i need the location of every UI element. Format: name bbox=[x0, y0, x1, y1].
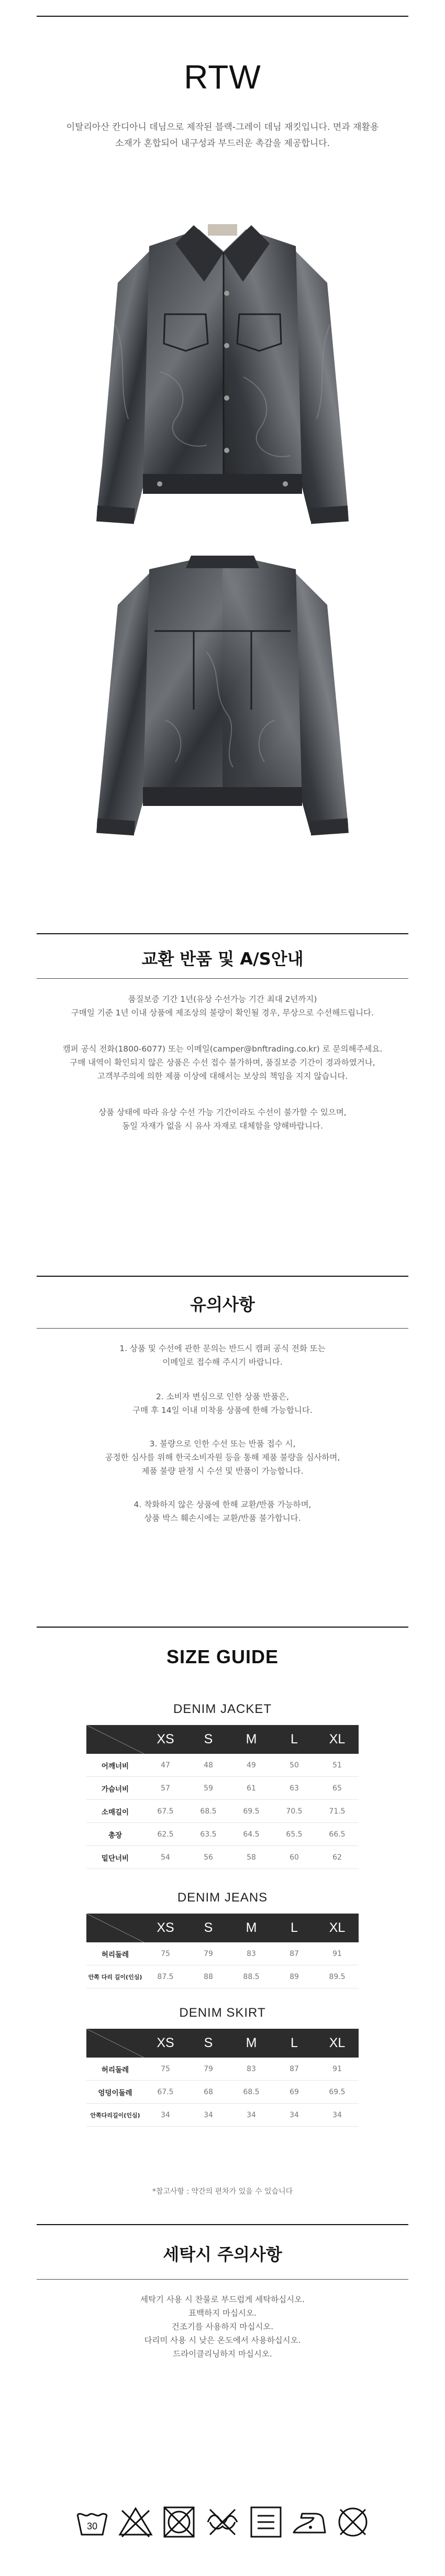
size-table-skirt bbox=[86, 2029, 359, 2127]
text-line: 공정한 심사를 위해 한국소비자원 등을 통해 제품 불량을 심사하며, bbox=[105, 1453, 340, 1462]
size-header: L bbox=[273, 2029, 316, 2058]
table-cell: 34 bbox=[144, 2104, 187, 2127]
size-header: XS bbox=[144, 1725, 187, 1754]
text-line: 상품 박스 훼손시에는 교환/반품 불가합니다. bbox=[144, 1513, 301, 1523]
contact-info bbox=[0, 1042, 445, 1083]
table-cell: 87 bbox=[273, 1942, 316, 1965]
table-cell: 67.5 bbox=[144, 2081, 187, 2104]
diagonal-line bbox=[86, 1914, 144, 1942]
iron-low-icon bbox=[291, 2503, 328, 2541]
caution-item-2 bbox=[0, 1390, 445, 1417]
table-cell: 60 bbox=[273, 1846, 316, 1869]
table-cell: 63 bbox=[273, 1777, 316, 1800]
text-line: 구매일 기준 1년 이내 상품에 제조상의 불량이 확인될 경우, 무상으로 수선해드립니다. bbox=[71, 1008, 374, 1018]
table-cell: 54 bbox=[144, 1846, 187, 1869]
table-cell: 83 bbox=[230, 1942, 273, 1965]
size-header: L bbox=[273, 1914, 316, 1942]
text-line: 드라이클리닝하지 마십시오. bbox=[173, 2349, 272, 2359]
size-header: M bbox=[230, 1914, 273, 1942]
washing-title: 세탁시 주의사항 bbox=[163, 2245, 282, 2264]
size-header: XL bbox=[316, 1725, 359, 1754]
row-label: 소매길이 bbox=[86, 1800, 144, 1823]
jacket-front-image bbox=[86, 220, 359, 534]
table-cell: 34 bbox=[187, 2104, 230, 2127]
table-cell: 79 bbox=[187, 1942, 230, 1965]
text-line: 건조기를 사용하지 마십시오. bbox=[171, 2322, 274, 2331]
table-cell: 57 bbox=[144, 1777, 187, 1800]
table-cell: 65 bbox=[316, 1777, 359, 1800]
text-line: 4. 착화하지 않은 상품에 한해 교환/반품 가능하며, bbox=[134, 1500, 312, 1509]
table-row bbox=[86, 1846, 359, 1869]
table-row bbox=[86, 2104, 359, 2127]
table-cell: 71.5 bbox=[316, 1800, 359, 1823]
table-row bbox=[86, 2081, 359, 2104]
table-cell: 62.5 bbox=[144, 1823, 187, 1846]
exchange-title: 교환 반품 및 A/S안내 bbox=[141, 949, 304, 969]
table-cell: 89 bbox=[273, 1965, 316, 1988]
size-header: S bbox=[187, 2029, 230, 2058]
table-cell: 88 bbox=[187, 1965, 230, 1988]
table-cell: 49 bbox=[230, 1754, 273, 1777]
table-row bbox=[86, 1777, 359, 1800]
size-table-jacket bbox=[86, 1725, 359, 1869]
text-line: 품질보증 기간 1년(유상 수선가능 기간 최대 2년까지) bbox=[128, 994, 317, 1004]
table-header-row bbox=[86, 1914, 359, 1942]
table-cell: 69.5 bbox=[230, 1800, 273, 1823]
row-label: 가슴너비 bbox=[86, 1777, 144, 1800]
table-header-row bbox=[86, 1725, 359, 1754]
table-cell: 61 bbox=[230, 1777, 273, 1800]
section-divider bbox=[37, 1627, 408, 1628]
caution-item-4 bbox=[0, 1498, 445, 1525]
table-cell: 50 bbox=[273, 1754, 316, 1777]
description-line: 소재가 혼합되어 내구성과 부드러운 촉감을 제공합니다. bbox=[115, 138, 330, 149]
table-title-jeans: DENIM JEANS bbox=[177, 1890, 268, 1905]
table-cell: 89.5 bbox=[316, 1965, 359, 1988]
table-cell: 68 bbox=[187, 2081, 230, 2104]
table-cell: 64.5 bbox=[230, 1823, 273, 1846]
table-cell: 56 bbox=[187, 1846, 230, 1869]
table-cell: 68.5 bbox=[230, 2081, 273, 2104]
table-cell: 58 bbox=[230, 1846, 273, 1869]
size-note: *참고사항 : 약간의 편차가 있을 수 있습니다 bbox=[152, 2187, 293, 2196]
table-cell: 34 bbox=[230, 2104, 273, 2127]
no-tumble-dry-icon bbox=[160, 2503, 198, 2541]
row-label: 안쪽다리길이(인심) bbox=[86, 2104, 144, 2127]
text-line: 다리미 사용 시 낮은 온도에서 사용하십시오. bbox=[144, 2336, 301, 2345]
wash-temperature: 30 bbox=[86, 2521, 98, 2531]
row-label: 밑단너비 bbox=[86, 1846, 144, 1869]
no-wring-icon bbox=[204, 2503, 241, 2541]
size-guide-title: SIZE GUIDE bbox=[166, 1646, 279, 1667]
table-row bbox=[86, 1823, 359, 1846]
wash-30-icon bbox=[73, 2503, 111, 2541]
text-line: 캠퍼 공식 전화(1800-6077) 또는 이메일(camper@bnftrading.co.kr) 로 문의해주세요. bbox=[62, 1044, 383, 1054]
text-line: 동일 자재가 없을 시 유사 자재로 대체함을 양해바랍니다. bbox=[122, 1121, 323, 1131]
table-cell: 70.5 bbox=[273, 1800, 316, 1823]
table-cell: 62 bbox=[316, 1846, 359, 1869]
warranty-info bbox=[0, 992, 445, 1020]
text-line: 이메일로 접수해 주시기 바랍니다. bbox=[162, 1357, 283, 1367]
table-cell: 91 bbox=[316, 2058, 359, 2081]
section-divider bbox=[37, 2279, 408, 2280]
text-line: 구매 후 14일 이내 미착용 상품에 한해 가능합니다. bbox=[132, 1406, 313, 1415]
top-divider bbox=[37, 16, 408, 17]
table-cell: 75 bbox=[144, 2058, 187, 2081]
size-header: XS bbox=[144, 2029, 187, 2058]
table-cell: 88.5 bbox=[230, 1965, 273, 1988]
table-cell: 69 bbox=[273, 2081, 316, 2104]
table-cell: 63.5 bbox=[187, 1823, 230, 1846]
table-cell: 51 bbox=[316, 1754, 359, 1777]
size-header: S bbox=[187, 1914, 230, 1942]
table-cell: 34 bbox=[273, 2104, 316, 2127]
text-line: 고객부주의에 의한 제품 이상에 대해서는 보상의 책임을 지지 않습니다. bbox=[97, 1071, 348, 1081]
table-row bbox=[86, 1965, 359, 1988]
table-header-row bbox=[86, 2029, 359, 2058]
product-description bbox=[0, 119, 445, 152]
text-line: 표백하지 마십시오. bbox=[188, 2308, 257, 2318]
dry-flat-icon bbox=[247, 2503, 285, 2541]
diagonal-line bbox=[86, 1725, 144, 1754]
section-divider bbox=[37, 1276, 408, 1277]
size-table-jeans bbox=[86, 1914, 359, 1988]
size-header: M bbox=[230, 2029, 273, 2058]
row-label: 총장 bbox=[86, 1823, 144, 1846]
caution-item-1 bbox=[0, 1342, 445, 1369]
table-cell: 59 bbox=[187, 1777, 230, 1800]
text-line: 구매 내역이 확인되지 않은 상품은 수선 접수 불가하며, 품질보증 기간이 경과하였거나, bbox=[70, 1058, 375, 1067]
section-divider bbox=[37, 1328, 408, 1329]
row-label: 허리둘레 bbox=[86, 2058, 144, 2081]
size-header: XS bbox=[144, 1914, 187, 1942]
text-line: 2. 소비자 변심으로 인한 상품 반품은, bbox=[156, 1392, 289, 1401]
repair-info bbox=[0, 1105, 445, 1133]
section-divider bbox=[37, 2224, 408, 2225]
table-row bbox=[86, 2058, 359, 2081]
table-cell: 69.5 bbox=[316, 2081, 359, 2104]
size-header: XL bbox=[316, 1914, 359, 1942]
table-cell: 34 bbox=[316, 2104, 359, 2127]
no-dry-clean-icon bbox=[334, 2503, 372, 2541]
care-icons bbox=[73, 2503, 372, 2541]
diagonal-line bbox=[86, 2029, 144, 2058]
row-label: 허리둘레 bbox=[86, 1942, 144, 1965]
row-label: 안쪽 다리 길이(인심) bbox=[86, 1965, 144, 1988]
table-cell: 68.5 bbox=[187, 1800, 230, 1823]
size-header: L bbox=[273, 1725, 316, 1754]
table-cell: 87 bbox=[273, 2058, 316, 2081]
table-cell: 65.5 bbox=[273, 1823, 316, 1846]
table-cell: 66.5 bbox=[316, 1823, 359, 1846]
row-label: 엉덩이둘레 bbox=[86, 2081, 144, 2104]
text-line: 1. 상품 및 수선에 관한 문의는 반드시 캠퍼 공식 전화 또는 bbox=[119, 1344, 326, 1353]
table-title-jacket: DENIM JACKET bbox=[173, 1702, 272, 1716]
table-row bbox=[86, 1754, 359, 1777]
jacket-back-image bbox=[86, 552, 359, 846]
washing-instructions bbox=[0, 2293, 445, 2361]
table-row bbox=[86, 1942, 359, 1965]
table-corner bbox=[86, 1914, 144, 1942]
text-line: 상품 상태에 따라 유상 수선 가능 기간이라도 수선이 불가할 수 있으며, bbox=[98, 1108, 347, 1117]
row-label: 어깨너비 bbox=[86, 1754, 144, 1777]
table-cell: 48 bbox=[187, 1754, 230, 1777]
table-cell: 67.5 bbox=[144, 1800, 187, 1823]
caution-title: 유의사항 bbox=[190, 1295, 255, 1314]
description-line: 이탈리아산 칸디아니 데님으로 제작된 블랙-그레이 데님 재킷입니다. 면과 재활용 bbox=[66, 122, 379, 132]
table-title-skirt: DENIM SKIRT bbox=[179, 2006, 266, 2020]
page-title: RTW bbox=[184, 58, 261, 96]
table-cell: 75 bbox=[144, 1942, 187, 1965]
size-header: XL bbox=[316, 2029, 359, 2058]
section-divider bbox=[37, 978, 408, 979]
table-cell: 47 bbox=[144, 1754, 187, 1777]
table-cell: 91 bbox=[316, 1942, 359, 1965]
table-cell: 87.5 bbox=[144, 1965, 187, 1988]
section-divider bbox=[37, 933, 408, 934]
text-line: 제품 불량 판정 시 수선 및 반품이 가능합니다. bbox=[141, 1466, 304, 1476]
table-corner bbox=[86, 1725, 144, 1754]
size-header: S bbox=[187, 1725, 230, 1754]
size-header: M bbox=[230, 1725, 273, 1754]
table-row bbox=[86, 1800, 359, 1823]
no-bleach-icon bbox=[117, 2503, 154, 2541]
table-cell: 83 bbox=[230, 2058, 273, 2081]
caution-item-3 bbox=[0, 1437, 445, 1478]
text-line: 3. 불량으로 인한 수선 또는 반품 접수 시, bbox=[149, 1439, 296, 1449]
table-corner bbox=[86, 2029, 144, 2058]
table-cell: 79 bbox=[187, 2058, 230, 2081]
text-line: 세탁기 사용 시 찬물로 부드럽게 세탁하십시오. bbox=[140, 2295, 305, 2304]
